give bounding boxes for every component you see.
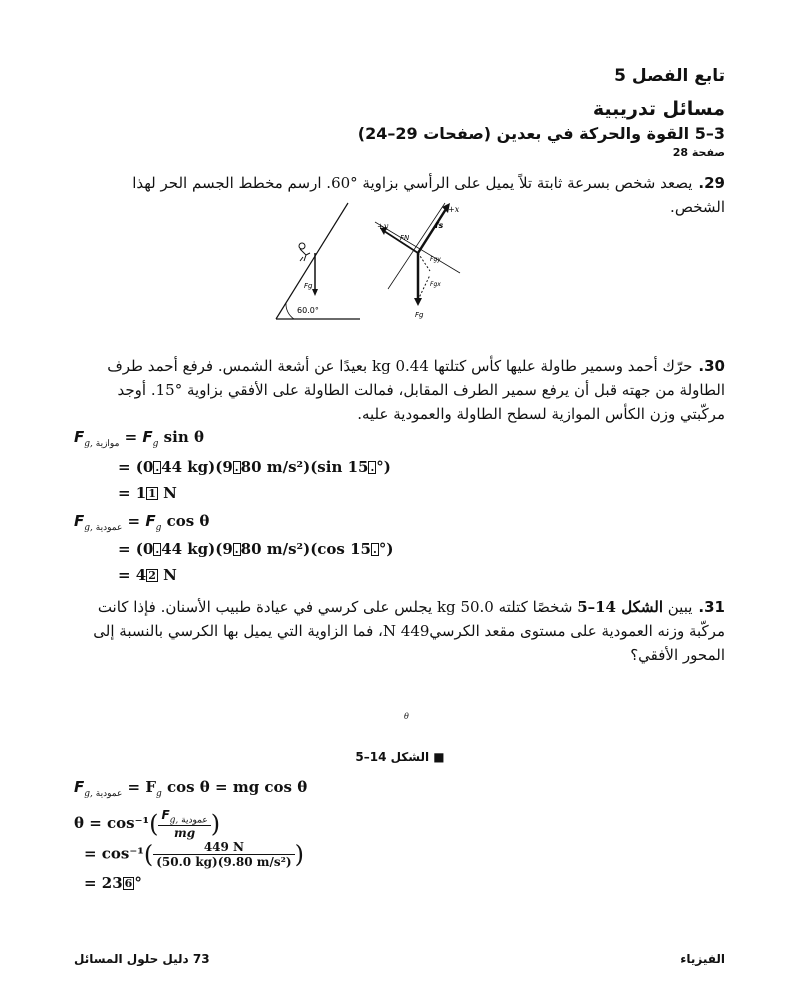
problem-31: 31.يبين الشكل 14–5 شخصًا كتلته 50.0 kg يجلس على كرسي في عيادة طبيب الأسنان. فإذا كانت مركّبة وزنه العمودية على مستوى مقعد الكرسي449 N، فما الزاوية التي يميل بها الكرسي بالنسبة إلى المحور الأفقي؟ [93,598,725,664]
solution30-perp-eq: $F_{g, عمودية} = F_g$ cos θ [74,512,210,533]
figure-29 [260,195,480,325]
footer-subject: الفيزياء [680,952,725,966]
problem-number: 30. [698,357,725,375]
hill-line [276,203,348,319]
subsection-title: 3–5 القوة والحركة في بعدين (صفحات 29–24) [357,124,725,143]
solution31-line2: θ = cos⁻¹( $\frac{F_{g, عمودية}}{mg}$ ) [74,808,221,841]
page-reference: صفحة 28 [672,146,725,159]
svg-text:Fg: Fg [415,311,424,319]
problem-number: 31. [698,598,725,616]
solution31-line3: = cos⁻¹( $\frac{449 N}{\text{(50.0 kg)(9.80 m/s²)}}$ ) [84,840,304,869]
solution31-result: = 23 6 ° [84,874,142,892]
angle-label: 60.0° [297,306,319,315]
solution30-perp-result: = 4 2 N [118,566,177,584]
solution30-parallel-substitution: = (0 . 44 kg)(9 . 80 m/s²)(sin 15 . °) [118,458,391,476]
fgx-arrow [418,275,430,300]
svg-text:Fgy: Fgy [430,256,441,263]
section-title: مسائل تدريبية [592,98,725,120]
figure-caption: ■ الشكل 14–5 [355,750,445,764]
angle-arc [286,303,294,319]
svg-text:+y: +y [377,222,389,231]
svg-text:Fgx: Fgx [430,281,441,288]
svg-text:fs: fs [435,221,444,230]
solution30-parallel-eq: $F_{g, موازية} = F_g$ sin θ [74,428,204,449]
problem-30 [75,354,725,426]
solution31-line1: $F_{g, عمودية} = F_g$ cos θ = mg cos θ [74,778,308,799]
footer-page-label: 73 دليل حلول المسائل [74,952,210,966]
svg-text:+x: +x [448,205,460,214]
climber-icon [299,243,310,261]
problem-number: 29. [698,174,725,192]
fg-label: Fg [304,282,313,290]
problem-text: يصعد شخص بسرعة ثابتة تلاً يميل على الرأسي بزاوية °60. ارسم مخطط الجسم الحر لهذا الشخص. [132,174,725,216]
svg-text:FN: FN [400,234,410,242]
chapter-heading: تابع الفصل 5 [614,66,725,86]
friction-arrow [418,209,446,253]
fgy-arrow [418,253,430,271]
x-axis-line [388,203,445,289]
figure31-theta-label: θ [404,712,409,721]
problem-text: حرّك أحمد وسمير طاولة عليها كأس كتلتها 0.44 kg بعيدًا عن أشعة الشمس. فرفع أحمد طرف الطاولة من جهته قبل أن يرفع سمير الطرف المقابل، فمالت الطاولة على الأفقي بزاوية °15. أوجد مركّبتي وزن الكأس الموازية لسطح الطاولة والعمودية عليه. [107,357,725,423]
figure-reference: الشكل 14–5 [577,598,663,616]
solution30-parallel-result: = 1 1 N [118,484,177,502]
solution30-perp-substitution: = (0 . 44 kg)(9 . 80 m/s²)(cos 15 . °) [118,540,394,558]
